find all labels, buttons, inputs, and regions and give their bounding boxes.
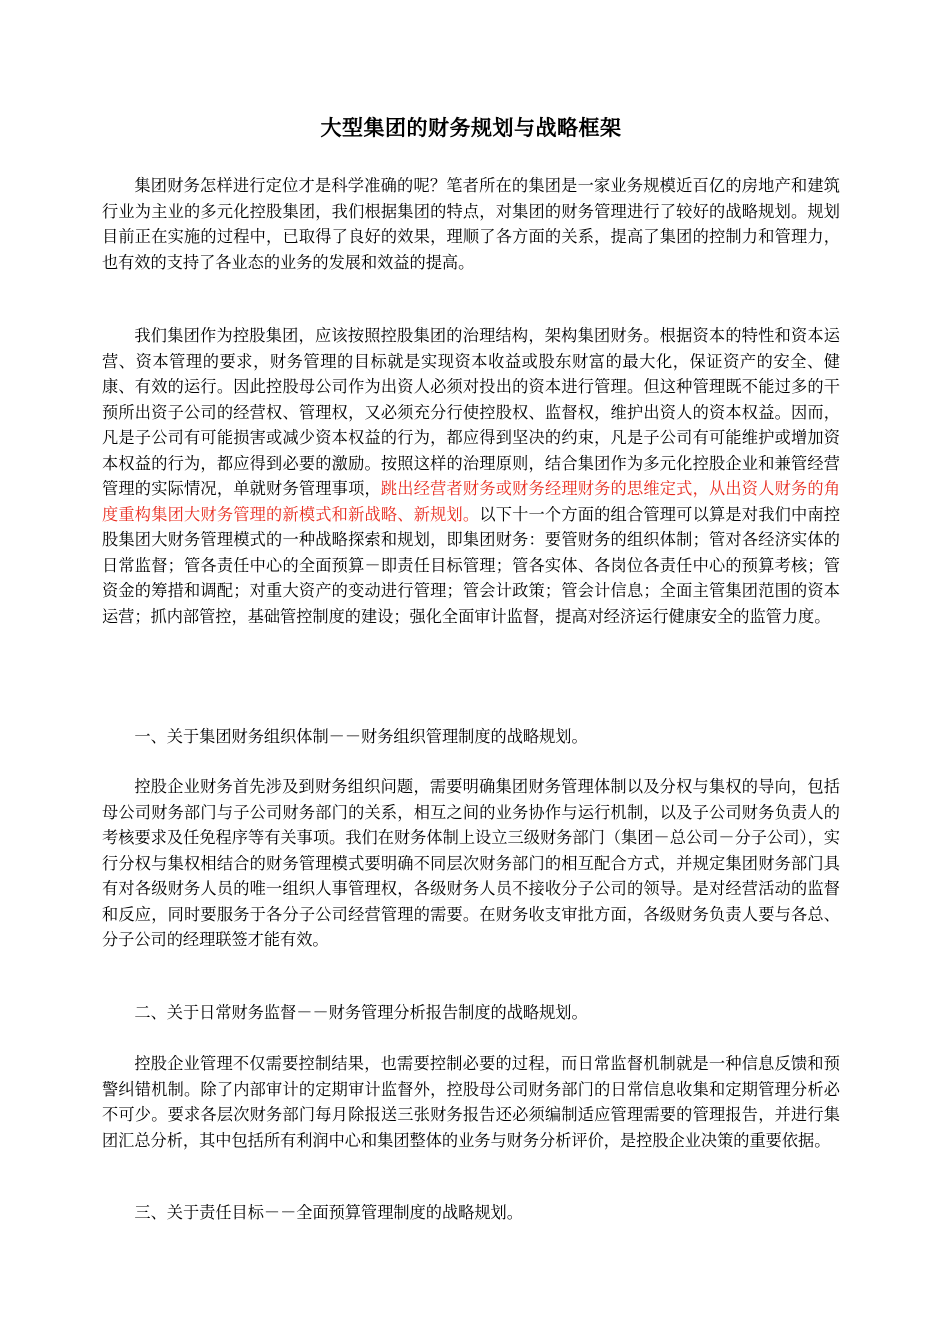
section-heading-2: 二、关于日常财务监督－－财务管理分析报告制度的战略规划。: [134, 1003, 588, 1022]
section-heading-1: 一、关于集团财务组织体制－－财务组织管理制度的战略规划。: [134, 727, 588, 746]
highlighted-text: 跳出经营者财务或财务经理财务的思维定式，从出资人财务的角度重构集团大财务管理的新模式和新战略、新规划。: [102, 479, 841, 524]
paragraph-supervision: 控股企业管理不仅需要控制结果，也需要控制必要的过程，而日常监督机制就是一种信息反馈和预警纠错机制。除了内部审计的定期审计监督外，控股母公司财务部门的日常信息收集和定期管理分析必不可少。要求各层次财务部门每月除报送三张财务报告还必须编制适应管理需要的管理报告，并进行集团汇总分析，其中包括所有利润中心和集团整体的业务与财务分析评价，是控股企业决策的重要依据。: [102, 1054, 840, 1150]
paragraph-intro: 集团财务怎样进行定位才是科学准确的呢？笔者所在的集团是一家业务规模近百亿的房地产和建筑行业为主业的多元化控股集团，我们根据集团的特点，对集团的财务管理进行了较好的战略规划。规划目前正在实施的过程中，已取得了良好的效果，理顺了各方面的关系，提高了集团的控制力和管理力，也有效的支持了各业态的业务的发展和效益的提高。: [102, 176, 840, 272]
paragraph-governance-text-1: 我们集团作为控股集团，应该按照控股集团的治理结构，架构集团财务。根据资本的特性和资本运营、资本管理的要求，财务管理的目标就是实现资本收益或股东财富的最大化，保证资产的安全、健康、有效的运行。因此控股母公司作为出资人必须对投出的资本进行管理。但这种管理既不能过多的干预所出资子公司的经营权、管理权，又必须充分行使控股权、监督权，维护出资人的资本权益。因而，凡是子公司有可能损害或减少资本权益的行为，都应得到坚决的约束，凡是子公司有可能维护或增加资本权益的行为，都应得到必要的激励。按照这样的治理原则，结合集团作为多元化控股企业和兼管经营管理的实际情况，单就财务管理事项，: [102, 326, 840, 498]
paragraph-organization: 控股企业财务首先涉及到财务组织问题，需要明确集团财务管理体制以及分权与集权的导向，包括母公司财务部门与子公司财务部门的关系，相互之间的业务协作与运行机制，以及子公司财务负责人的考核要求及任免程序等有关事项。我们在财务体制上设立三级财务部门（集团－总公司－分子公司），实行分权与集权相结合的财务管理模式要明确不同层次财务部门的相互配合方式，并规定集团财务部门具有对各级财务人员的唯一组织人事管理权，各级财务人员不接收分子公司的领导。是对经营活动的监督和反应，同时要服务于各分子公司经营管理的需要。在财务收支审批方面，各级财务负责人要与各总、分子公司的经理联签才能有效。: [102, 777, 840, 949]
section-heading-3: 三、关于责任目标－－全面预算管理制度的战略规划。: [134, 1203, 523, 1222]
document-title: 大型集团的财务规划与战略框架: [320, 116, 622, 140]
paragraph-governance-text-2: 以下十一个方面的组合管理可以算是对我们中南控股集团大财务管理模式的一种战略探索和规划，即集团财务：要管财务的组织体制；管对各经济实体的日常监督；管各责任中心的全面预算－即责任目标管理；管各实体、各岗位各责任中心的预算考核；管资金的筹措和调配；对重大资产的变动进行管理；管会计政策；管会计信息；全面主管集团范围的资本运营；抓内部管控，基础管控制度的建设；强化全面审计监督，提高对经济运行健康安全的监管力度。: [102, 504, 841, 626]
paragraph-governance: [102, 323, 840, 629]
